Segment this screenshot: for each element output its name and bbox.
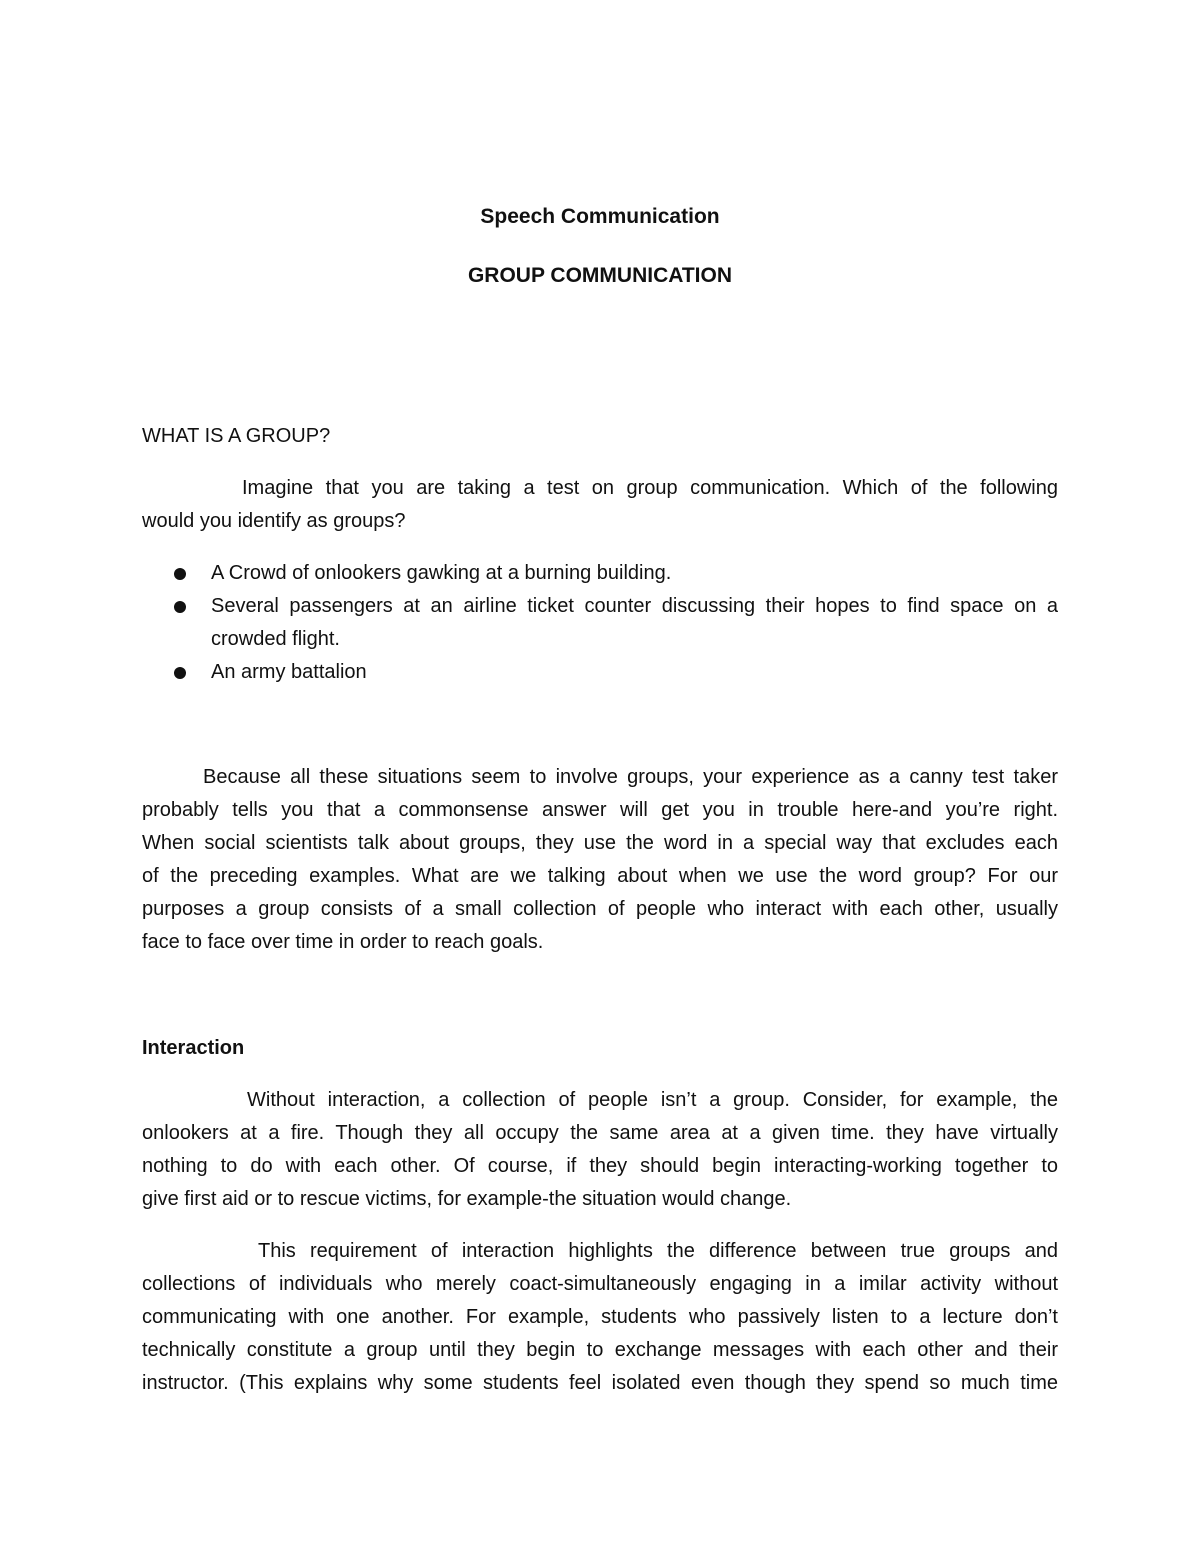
section-heading: WHAT IS A GROUP?	[142, 425, 331, 447]
paragraph-line: purposes a group consists of a small collection of people who interact with each other, usually	[142, 898, 1058, 920]
list-item: Several passengers at an airline ticket counter discussing their hopes to find space on a	[211, 595, 1058, 617]
paragraph-line: communicating with one another. For example, students who passively listen to a lecture don’t	[142, 1306, 1058, 1328]
intro-line: Imagine that you are taking a test on group communication. Which of the following	[242, 477, 1058, 499]
paragraph-line: give first aid or to rescue victims, for example-the situation would change.	[142, 1188, 792, 1210]
paragraph-line: technically constitute a group until they begin to exchange messages with each other and their	[142, 1339, 1058, 1361]
paragraph-line: onlookers at a fire. Though they all occupy the same area at a given time. they have virtually	[142, 1122, 1058, 1144]
paragraph-line: Without interaction, a collection of people isn’t a group. Consider, for example, the	[247, 1089, 1058, 1111]
bullet-dot	[174, 601, 186, 613]
paragraph-line: When social scientists talk about groups, they use the word in a special way that excludes each	[142, 832, 1058, 854]
list-item: An army battalion	[211, 661, 367, 683]
document-title: Speech Communication	[480, 205, 720, 228]
paragraph-line: face to face over time in order to reach goals.	[142, 931, 544, 953]
paragraph-line: collections of individuals who merely coact-simultaneously engaging in a imilar activity without	[142, 1273, 1058, 1295]
paragraph-line: nothing to do with each other. Of course, if they should begin interacting-working together to	[142, 1155, 1058, 1177]
interaction-heading: Interaction	[142, 1037, 245, 1059]
bullet-dot	[174, 667, 186, 679]
list-item: A Crowd of onlookers gawking at a burning building.	[211, 562, 672, 584]
list-item-continuation: crowded flight.	[211, 628, 340, 650]
document-subtitle: GROUP COMMUNICATION	[467, 264, 733, 287]
paragraph-line: probably tells you that a commonsense answer will get you in trouble here-and you’re right.	[142, 799, 1058, 821]
paragraph-line: instructor. (This explains why some students feel isolated even though they spend so much time	[142, 1372, 1058, 1394]
paragraph-line: This requirement of interaction highlights the difference between true groups and	[258, 1240, 1058, 1262]
paragraph-line: Because all these situations seem to involve groups, your experience as a canny test taker	[203, 766, 1058, 788]
paragraph-line: of the preceding examples. What are we talking about when we use the word group? For our	[142, 865, 1058, 887]
bullet-dot	[174, 568, 186, 580]
intro-line: would you identify as groups?	[142, 510, 406, 532]
